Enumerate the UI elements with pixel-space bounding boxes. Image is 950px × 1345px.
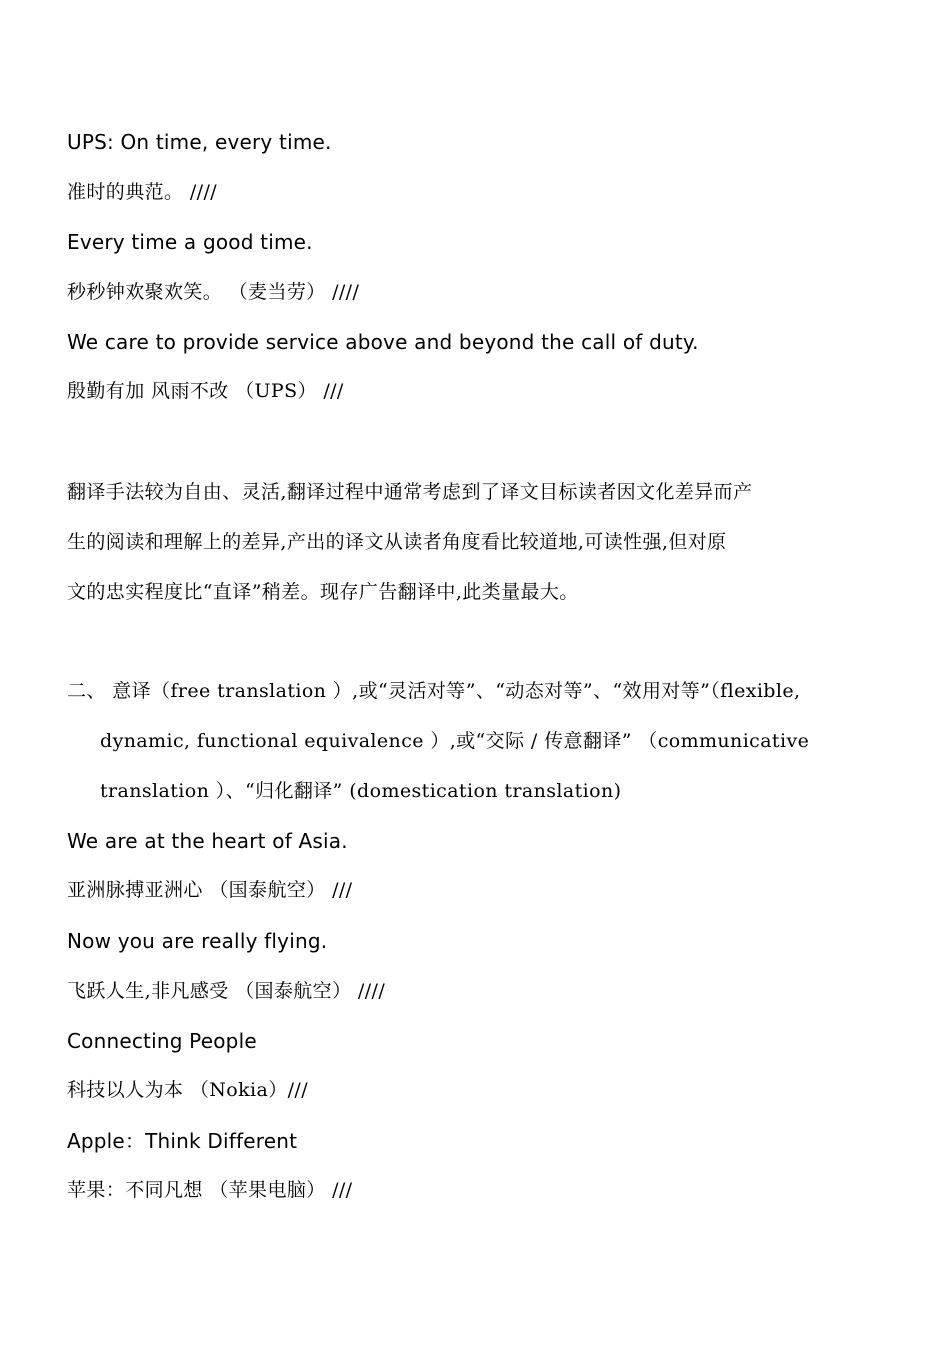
- apple-slogan-zh: 苹果：不同凡想 （苹果电脑） ///: [67, 1179, 353, 1201]
- mcdonalds-slogan-en: Every time a good time.: [67, 230, 313, 254]
- description-line-2: 生的阅读和理解上的差异,产出的译文从读者角度看比较道地,可读性强,但对原: [67, 531, 727, 553]
- ups-service-slogan-zh: 殷勤有加 风雨不改 （UPS） ///: [67, 380, 344, 402]
- nokia-slogan-zh: 科技以人为本 （Nokia）///: [67, 1079, 309, 1101]
- ups-slogan-zh: 准时的典范。 ////: [67, 181, 218, 203]
- ups-service-slogan-en: We care to provide service above and beyond the call of duty.: [67, 330, 699, 354]
- section-two-heading-line-3: translation ）、“归化翻译” (domestication translation): [100, 780, 622, 802]
- cathay-slogan-1-en: We are at the heart of Asia.: [67, 829, 348, 853]
- mcdonalds-slogan-zh: 秒秒钟欢聚欢笑。 （麦当劳） ////: [67, 281, 360, 303]
- cathay-slogan-1-zh: 亚洲脉搏亚洲心 （国泰航空） ///: [67, 879, 353, 901]
- description-line-3: 文的忠实程度比“直译”稍差。现存广告翻译中,此类量最大。: [67, 581, 579, 603]
- section-two-heading-line-1: 二、 意译（free translation ）,或“灵活对等”、“动态对等”、“效用对等”（flexible,: [67, 680, 801, 702]
- nokia-slogan-en: Connecting People: [67, 1029, 257, 1053]
- description-line-1: 翻译手法较为自由、灵活,翻译过程中通常考虑到了译文目标读者因文化差异而产: [67, 481, 753, 503]
- cathay-slogan-2-en: Now you are really flying.: [67, 929, 328, 953]
- section-two-heading-line-2: dynamic, functional equivalence ）,或“交际 / 传意翻译” （communicative: [100, 730, 810, 752]
- ups-slogan-en: UPS: On time, every time.: [67, 130, 332, 154]
- cathay-slogan-2-zh: 飞跃人生,非凡感受 （国泰航空） ////: [67, 980, 386, 1002]
- apple-slogan-en: Apple：Think Different: [67, 1129, 298, 1153]
